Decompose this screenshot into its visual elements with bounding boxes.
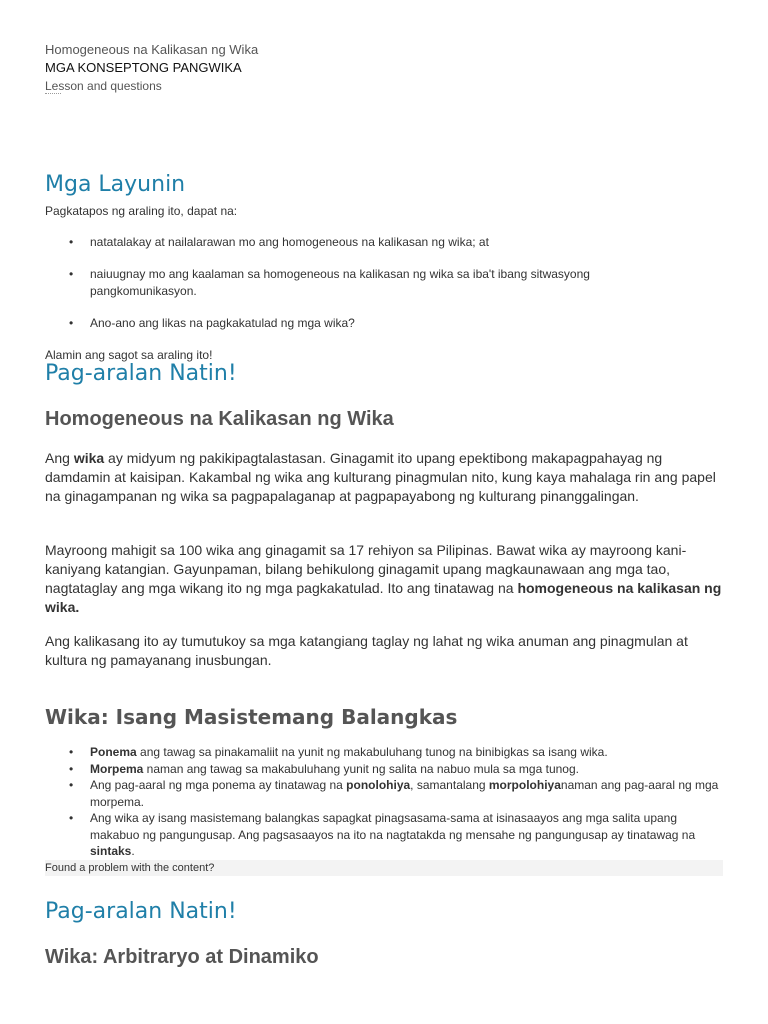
list-item: • naiuugnay mo ang kaalaman sa homogeneous na kalikasan ng wika sa iba't ibang sitwasyong pangkomunikasyon.	[69, 267, 590, 298]
bullet-icon: •	[69, 778, 74, 792]
lesson-title: Homogeneous na Kalikasan ng Wika	[45, 42, 259, 57]
paragraph: Ang kalikasang ito ay tumutukoy sa mga katangiang taglay ng lahat ng wika anuman ang pinagmulan at kultura ng pamayanang inusbungan.	[45, 633, 688, 668]
bullet-icon: •	[69, 235, 74, 249]
objectives-outro: Alamin ang sagot sa araling ito!	[45, 348, 213, 362]
list-item: • Ang wika ay isang masistemang balangkas sapagkat pinagsasama-sama at isinasaayos ang mga salita upang makabuo ng pangungusap. Ang pagsasaayos na ito na nagtatakda ng mensahe ng pangungusap ay tinatawag na sintaks.	[69, 811, 696, 858]
bullet-icon: •	[69, 761, 74, 776]
bullet-icon: •	[69, 745, 74, 759]
objectives-list	[45, 234, 723, 347]
bullet-icon: •	[69, 267, 74, 281]
list-item: • Morpema naman ang tawag sa makabuluhang yunit ng salita na nabuo mula sa mga tunog.	[69, 761, 579, 776]
lesson-and-questions-link[interactable]: Lesson and questions	[45, 79, 162, 93]
study-heading: Pag-aralan Natin!	[45, 899, 237, 924]
objectives-intro: Pagkatapos ng araling ito, dapat na:	[45, 204, 238, 218]
section-heading: Wika: Isang Masistemang Balangkas	[45, 705, 458, 729]
study-heading: Pag-aralan Natin!	[45, 361, 237, 386]
bullet-icon: •	[69, 811, 74, 825]
list-item: • Ponema ang tawag sa pinakamaliit na yunit ng makabuluhang tunog na binibigkas sa isang wika.	[69, 745, 608, 759]
list-item: • Ano-ano ang likas na pagkakatulad ng mga wika?	[69, 316, 355, 330]
bullet-icon: •	[69, 316, 74, 330]
lesson-subtitle: MGA KONSEPTONG PANGWIKA	[45, 60, 242, 75]
list-item: • Ang pag-aaral ng mga ponema ay tinatawag na ponolohiya, samantalang morpolohiyanaman ang pag-aaral ng mga morpema.	[69, 778, 719, 809]
section-heading: Homogeneous na Kalikasan ng Wika	[45, 408, 394, 430]
report-problem-link[interactable]: Found a problem with the content?	[45, 860, 723, 876]
system-list	[45, 744, 723, 860]
paragraph: Mayroong mahigit sa 100 wika ang ginagamit sa 17 rehiyon sa Pilipinas. Bawat wika ay mayroong kani-kaniyang katangian. Gayunpaman, bilang behikulong ginagamit upang magkaunawaan ang mga tao, nagtataglay ang mga wikang ito ng mga pagkakatulad. Ito ang tinatawag na homogeneous na kalikasan ng wika.	[45, 542, 722, 615]
objectives-heading: Mga Layunin	[45, 172, 186, 197]
section-heading: Wika: Arbitraryo at Dinamiko	[45, 946, 319, 968]
list-item: • natatalakay at nailalarawan mo ang homogeneous na kalikasan ng wika; at	[69, 235, 489, 249]
paragraph: Ang wika ay midyum ng pakikipagtalastasan. Ginagamit ito upang epektibong makapagpahayag ng damdamin at kaisipan. Kakambal ng wika ang kulturang pinagmulan nito, kung kaya mahalaga rin ang papel na ginagampanan ng wika sa pagpapalaganap at pagpapayabong ng kulturang pinanggalingan.	[45, 450, 716, 504]
link-underline	[45, 93, 61, 94]
